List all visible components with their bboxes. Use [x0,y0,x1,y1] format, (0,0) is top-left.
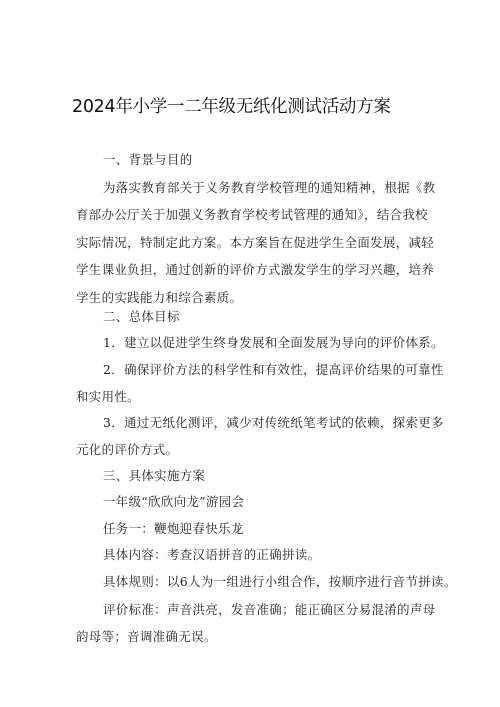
section-heading-implementation: 三、具体实施方案 [103,468,206,483]
goal-item: 3．通过无纸化测评，减少对传统纸笔考试的依赖，探索更多 [103,415,444,430]
paragraph-line: 实际情况，特制定此方案。本方案旨在促进学生全面发展，减轻 [76,235,435,250]
goal-item: 1．建立以促进学生终身发展和全面发展为导向的评价体系。 [103,335,444,350]
paragraph-line: 为落实教育部关于义务教育学校管理的通知精神，根据《教 [103,180,436,195]
paragraph-line: 学生的实践能力和综合素质。 [76,290,243,305]
task-content: 具体内容：考查汉语拼音的正确拼读。 [103,547,321,562]
goal-item-continued: 和实用性。 [76,389,140,404]
task-rules: 具体规则：以6人为一组进行小组合作，按顺序进行音节拼读。 [103,574,457,589]
goal-item: 2．确保评价方法的科学性和有效性，提高评价结果的可靠性 [103,362,444,377]
task-criteria: 评价标准：声音洪亮，发音准确；能正确区分易混淆的声母 [103,602,436,617]
section-heading-background: 一、背景与目的 [103,152,193,167]
document-title: 2024年小学一二年级无纸化测试活动方案 [72,97,391,117]
section-heading-goals: 二、总体目标 [103,309,180,324]
paragraph-line: 育部办公厅关于加强义务教育学校考试管理的通知》，结合我校 [76,207,428,222]
grade-event-title: 一年级“欣欣向龙”游园会 [103,494,245,509]
task-title: 任务一：鞭炮迎春快乐龙 [103,521,244,536]
task-criteria-continued: 韵母等；音调准确无误。 [76,629,217,644]
paragraph-line: 学生课业负担，通过创新的评价方式激发学生的学习兴趣，培养 [76,262,435,277]
goal-item-continued: 元化的评价方式。 [76,442,179,457]
